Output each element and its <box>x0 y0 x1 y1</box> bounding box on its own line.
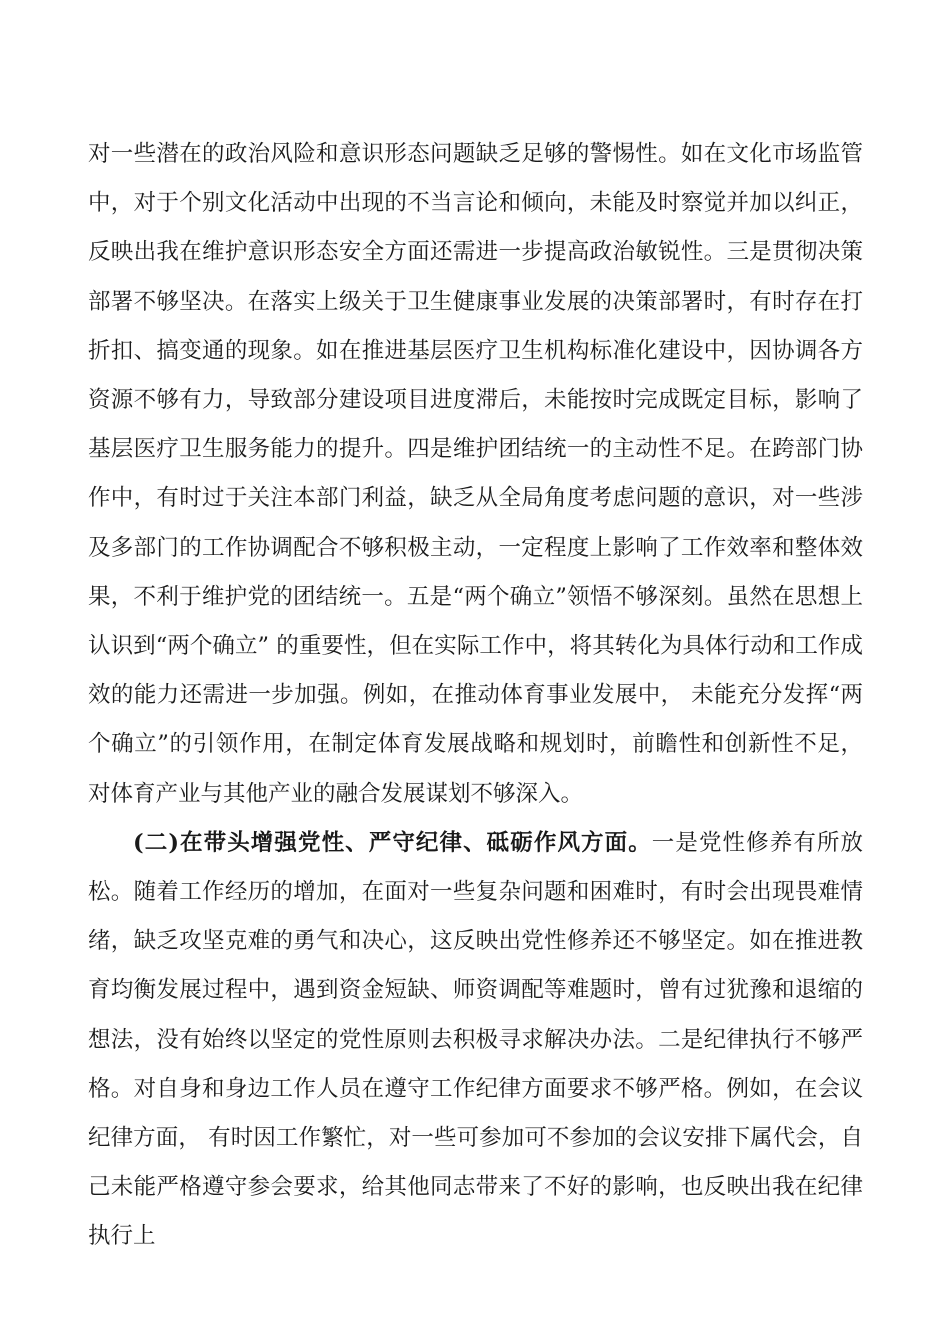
paragraph-section-two <box>88 819 863 1262</box>
section-heading: (二)在带头增强党性、严守纪律、砥砺作风方面。 <box>133 829 652 856</box>
document-body <box>88 130 863 1262</box>
paragraph-continuation: 对一些潜在的政治风险和意识形态问题缺乏足够的警惕性。如在文化市场监管中，对于个别文化活动中出现的不当言论和倾向，未能及时察觉并加以纠正，反映出我在维护意识形态安全方面还需进一步提高政治敏锐性。三是贯彻决策部署不够坚决。在落实上级关于卫生健康事业发展的决策部署时，有时存在打折扣、搞变通的现象。如在推进基层医疗卫生机构标准化建设中，因协调各方资源不够有力，导致部分建设项目进度滞后，未能按时完成既定目标，影响了基层医疗卫生服务能力的提升。四是维护团结统一的主动性不足。在跨部门协作中，有时过于关注本部门利益，缺乏从全局角度考虑问题的意识，对一些涉及多部门的工作协调配合不够积极主动，一定程度上影响了工作效率和整体效果，不利于维护党的团结统一。五是“两个确立”领悟不够深刻。虽然在思想上认识到“两个确立” 的重要性，但在实际工作中，将其转化为具体行动和工作成效的能力还需进一步加强。例如，在推动体育事业发展中， 未能充分发挥“两个确立”的引领作用，在制定体育发展战略和规划时，前瞻性和创新性不足，对体育产业与其他产业的融合发展谋划不够深入。 <box>88 141 863 807</box>
section-body: 一是党性修养有所放松。随着工作经历的增加，在面对一些复杂问题和困难时，有时会出现畏难情绪，缺乏攻坚克难的勇气和决心，这反映出党性修养还不够坚定。如在推进教育均衡发展过程中，遇到资金短缺、师资调配等难题时，曾有过犹豫和退缩的想法，没有始终以坚定的党性原则去积极寻求解决办法。二是纪律执行不够严格。对自身和身边工作人员在遵守工作纪律方面要求不够严格。例如，在会议纪律方面， 有时因工作繁忙，对一些可参加可不参加的会议安排下属代会，自己未能严格遵守参会要求，给其他同志带来了不好的影响，也反映出我在纪律执行上 <box>88 829 863 1250</box>
